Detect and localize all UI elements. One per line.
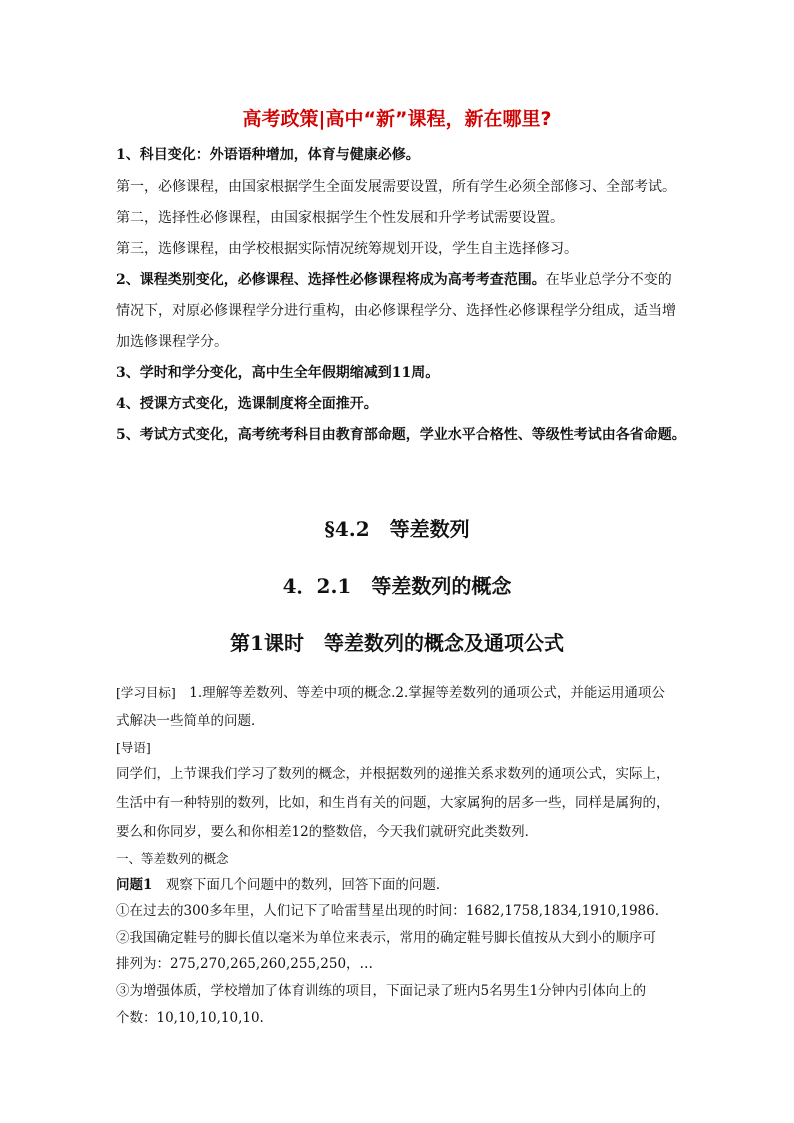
case-2-line-1: ②我国确定鞋号的脚长值以毫米为单位来表示，常用的确定鞋号脚长值按从大到小的顺序可 <box>116 930 656 946</box>
subsection-heading: 4．2.1 等差数列的概念 <box>282 574 512 598</box>
case-3-line-2: 个数：10,10,10,10,10. <box>116 1010 264 1026</box>
part-one-heading: 一、等差数列的概念 <box>116 851 229 866</box>
policy-item-2-heading: 2、课程类别变化，必修课程、选择性必修课程将成为高考考查范围。 <box>116 272 546 288</box>
lesson-title: 第1课时 等差数列的概念及通项公式 <box>230 631 564 655</box>
intro-line-1: 同学们，上节课我们学习了数列的概念，并根据数列的递推关系求数列的通项公式，实际上， <box>116 766 670 782</box>
policy-first: 第一，必修课程，由国家根据学生全面发展需要设置，所有学生必须全部修习、全部考试。 <box>116 179 676 195</box>
learning-goals-label: [学习目标] <box>116 685 176 700</box>
policy-item-2-line-1 <box>116 264 686 296</box>
intro-label: [导语] <box>116 740 151 755</box>
question-1-label: 问题1 <box>116 877 153 893</box>
policy-third: 第三，选修课程，由学校根据实际情况统筹规划开设，学生自主选择修习。 <box>116 241 578 257</box>
page-title: 高考政策|高中“新”课程，新在哪里? <box>242 108 552 130</box>
policy-item-3: 3、学时和学分变化，高中生全年假期缩减到11周。 <box>116 365 440 381</box>
policy-item-4: 4、授课方式变化，选课制度将全面推开。 <box>116 396 378 412</box>
intro-line-3: 要么和你同岁，要么和你相差12的整数倍，今天我们就研究此类数列． <box>116 824 539 840</box>
policy-item-2-line-3: 加选修课程学分。 <box>116 334 228 350</box>
learning-goals-line-2: 式解决一些简单的问题． <box>116 713 265 729</box>
policy-item-2-line-2: 情况下，对原必修课程学分进行重构，由必修课程学分、选择性必修课程学分组成，适当增 <box>116 303 676 319</box>
policy-item-1: 1、科目变化：外语语种增加，体育与健康必修。 <box>116 147 420 163</box>
policy-item-2-text: 在毕业总学分不变的 <box>545 272 672 288</box>
case-1: ①在过去的300多年里，人们记下了哈雷彗星出现的时间：1682,1758,1834,1910,1986. <box>116 903 660 919</box>
case-3-line-1: ③为增强体质，学校增加了体育训练的项目，下面记录了班内5名男生1分钟内引体向上的 <box>116 983 647 999</box>
case-2-line-2: 排列为：275,270,265,260,255,250，… <box>116 956 374 972</box>
policy-item-5: 5、考试方式变化，高考统考科目由教育部命题，学业水平合格性、等级性考试由各省命题。 <box>116 427 686 443</box>
policy-second: 第二，选择性必修课程，由国家根据学生个性发展和升学考试需要设置。 <box>116 210 564 226</box>
question-1 <box>116 871 690 900</box>
section-heading: §4.2 等差数列 <box>324 517 470 541</box>
question-1-text: 观察下面几个问题中的数列，回答下面的问题． <box>152 877 450 893</box>
learning-goals-text: 1.理解等差数列、等差中项的概念.2.掌握等差数列的通项公式，并能运用通项公 <box>175 685 665 701</box>
intro-line-2: 生活中有一种特别的数列，比如，和生肖有关的问题，大家属狗的居多一些，同样是属狗的， <box>116 795 670 811</box>
learning-goals-line-1 <box>116 678 690 708</box>
